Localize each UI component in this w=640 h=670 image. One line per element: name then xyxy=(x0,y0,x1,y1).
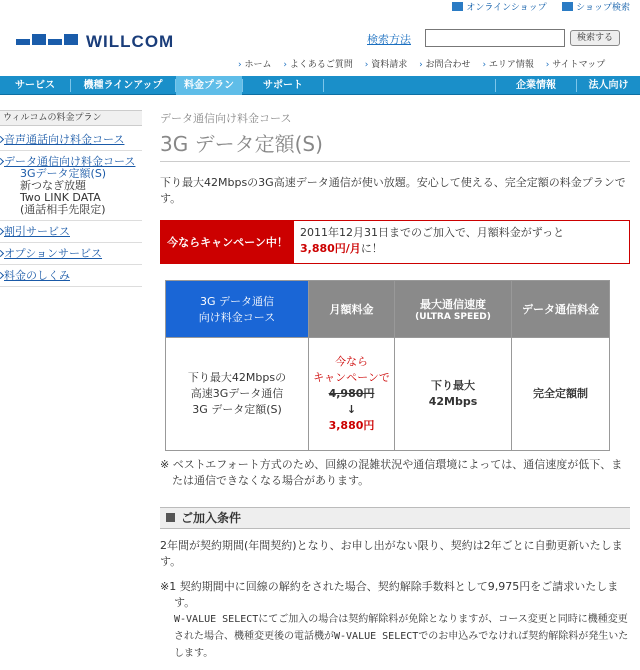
top-links-bar xyxy=(0,0,640,18)
online-shop-label: オンラインショップ xyxy=(466,3,547,13)
sidebar-heading: ウィルコムの料金プラン xyxy=(0,110,142,126)
sidebar xyxy=(0,110,142,287)
logo-text: WILLCOM xyxy=(86,32,175,51)
speed-line-2: 42Mbps xyxy=(428,395,478,408)
fee-new-price: 3,880円 xyxy=(328,419,375,432)
td-course xyxy=(166,338,309,451)
table-row xyxy=(166,338,610,451)
th-max-speed xyxy=(395,281,512,338)
online-shop-link[interactable] xyxy=(452,0,546,16)
nav-service[interactable]: サービス xyxy=(15,80,55,91)
cancellation-note-b: W-VALUE SELECTにてご加入の場合は契約解除料が免除となりますが、コース変更と同時に機種変更された場合、機種変更後の電話機がW-VALUE SELECTでのお申込みでなければ契約解除料が発生いたします。 xyxy=(174,614,629,659)
global-nav xyxy=(0,76,640,95)
shop-search-label: ショップ検索 xyxy=(576,3,630,13)
section-heading xyxy=(160,507,630,529)
search-input[interactable] xyxy=(425,29,565,47)
search-help-link[interactable]: 検索方法 xyxy=(367,33,411,46)
page-title: 3G データ定額(S) xyxy=(160,132,323,156)
sidebar-sub-tsunagi[interactable]: 新つなぎ放題 xyxy=(20,179,86,192)
sidebar-item-structure[interactable]: 料金のしくみ xyxy=(0,270,142,282)
sidebar-item-options[interactable]: オプションサービス xyxy=(0,248,142,260)
campaign-price: 3,880円/月 xyxy=(300,242,361,255)
td-speed xyxy=(395,338,512,451)
th-ultra-speed: (ULTRA SPEED) xyxy=(415,312,491,322)
section-title: ご加入条件 xyxy=(181,511,242,525)
cancellation-note xyxy=(160,579,630,662)
th-data-fee: データ通信料金 xyxy=(512,281,610,338)
down-arrow-icon: ↓ xyxy=(346,403,357,416)
course-line-1: 下り最大42Mbpsの xyxy=(187,371,287,384)
th-max-speed-label: 最大通信速度 xyxy=(420,298,486,311)
util-contact-link[interactable]: › お問合わせ xyxy=(419,60,470,70)
search-button[interactable]: 検索する xyxy=(570,30,620,46)
td-fee xyxy=(309,338,395,451)
nav-business[interactable]: 法人向け xyxy=(588,80,629,91)
speed-line-1: 下り最大 xyxy=(431,379,475,392)
campaign-text-2: に！ xyxy=(360,242,383,255)
sidebar-sub-twolink[interactable]: Two LINK DATA xyxy=(20,191,101,204)
sidebar-sub-twolink-note: (通話相手先限定) xyxy=(20,203,106,216)
sidebar-item-data[interactable]: データ通信向け料金コース xyxy=(0,156,142,168)
willcom-logo[interactable] xyxy=(16,34,174,50)
main-content xyxy=(160,110,630,264)
nav-plans[interactable]: 料金プラン xyxy=(176,76,242,95)
util-faq-link[interactable]: › よくあるご質問 xyxy=(283,60,352,70)
th-monthly-fee: 月額料金 xyxy=(309,281,395,338)
shop-search-link[interactable] xyxy=(562,0,630,16)
course-line-2: 高速3Gデータ通信 xyxy=(190,387,284,400)
campaign-text xyxy=(294,221,629,263)
sidebar-sub-3g[interactable]: 3Gデータ定額(S) xyxy=(20,167,107,180)
util-home-link[interactable]: › ホーム xyxy=(238,60,271,70)
campaign-text-1: 2011年12月31日までのご加入で、月額料金がずっと xyxy=(300,226,565,239)
data-fee-value: 完全定額制 xyxy=(533,387,588,400)
page-category: データ通信向け料金コース xyxy=(160,112,292,125)
nav-corporate[interactable]: 企業情報 xyxy=(516,80,556,91)
td-data-fee xyxy=(512,338,610,451)
util-docs-link[interactable]: › 資料請求 xyxy=(365,60,407,70)
nav-lineup[interactable]: 機種ラインアップ xyxy=(83,80,163,91)
sidebar-item-voice[interactable]: 音声通話向け料金コース xyxy=(0,134,142,146)
besteffort-note: ※ ベストエフォート方式のため、回線の混雑状況や通信環境によっては、通信速度が低下、または通信できなくなる場合があります。 xyxy=(160,458,623,487)
util-sitemap-link[interactable]: › サイトマップ xyxy=(546,60,605,70)
lead-text: 下り最大42Mbpsの3G高速データ通信が使い放題。安心して使える、完全定額の料金プランです。 xyxy=(160,176,626,205)
th-course: 3G データ通信 向け料金コース xyxy=(166,281,309,338)
util-area-link[interactable]: › エリア情報 xyxy=(482,60,533,70)
course-line-3: 3G データ定額(S) xyxy=(192,403,282,416)
fee-line-1: 今なら xyxy=(335,355,368,368)
campaign-label: 今ならキャンペーン中！ xyxy=(161,221,294,263)
fee-line-2: キャンペーンで xyxy=(313,371,390,384)
nav-support[interactable]: サポート xyxy=(263,80,303,91)
sidebar-item-discount[interactable]: 割引サービス xyxy=(0,226,142,238)
utility-nav xyxy=(238,57,638,70)
logo-mark-icon xyxy=(16,39,78,45)
price-table xyxy=(165,280,610,451)
cancellation-note-a: ※1 契約期間中に回線の解約をされた場合、契約解除手数料として9,975円をご請求いたします。 xyxy=(160,580,619,609)
contract-text: 2年間が契約期間(年間契約)となり、お申し出がない限り、契約は2年ごとに自動更新いたします。 xyxy=(160,539,623,568)
shop-icon xyxy=(562,2,573,11)
campaign-banner xyxy=(160,220,630,264)
cart-icon xyxy=(452,2,463,11)
square-bullet-icon xyxy=(166,513,175,522)
fee-old-price: 4,980円 xyxy=(328,387,375,400)
